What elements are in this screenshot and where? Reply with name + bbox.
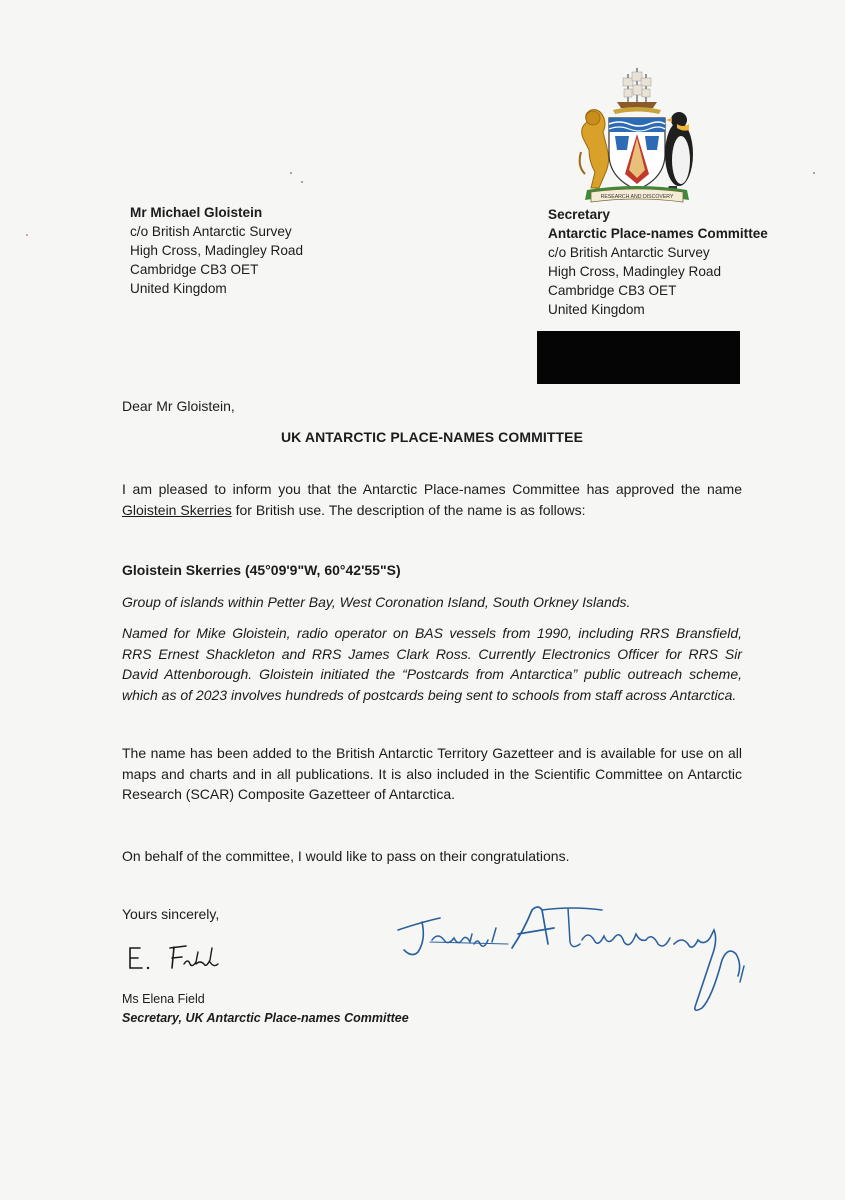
approved-place-name: Gloistein Skerries bbox=[122, 501, 232, 518]
scan-speck bbox=[301, 181, 303, 183]
sender-line: c/o British Antarctic Survey bbox=[548, 245, 710, 260]
sender-organisation: Antarctic Place-names Committee bbox=[548, 226, 768, 241]
recipient-address bbox=[130, 203, 303, 298]
coat-of-arms-crest bbox=[573, 62, 701, 210]
motto-scroll bbox=[585, 186, 689, 202]
recipient-line: c/o British Antarctic Survey bbox=[130, 224, 292, 239]
sender-title: Secretary bbox=[548, 207, 610, 222]
sender-line: High Cross, Madingley Road bbox=[548, 264, 722, 279]
scan-speck bbox=[290, 172, 292, 174]
signer-name: Ms Elena Field bbox=[122, 992, 205, 1006]
penguin-supporter bbox=[665, 112, 693, 190]
closing-line: Yours sincerely, bbox=[122, 906, 220, 922]
entry-citation: Named for Mike Gloistein, radio operator on BAS vessels from 1990, including RRS Bransfield, RRS Ernest Shackleton and RRS James Clark Ross. Currently Electronics Officer for RRS Sir David Attenborough. Gloistein initiated the “Postcards from Antarctica” public outreach scheme, which as of 2023 involves hundreds of postcards being sent to schools from staff across Antarctica. bbox=[122, 625, 742, 703]
entry-description: Group of islands within Petter Bay, West Coronation Island, South Orkney Islands. bbox=[122, 594, 631, 610]
signer-block bbox=[122, 990, 409, 1028]
sender-line: United Kingdom bbox=[548, 302, 645, 317]
gazetteer-entry-title: Gloistein Skerries (45°09'9"W, 60°42'55"S) bbox=[122, 562, 401, 578]
lion-supporter bbox=[580, 110, 609, 188]
intro-text-after: for British use. The description of the name is as follows: bbox=[231, 501, 586, 518]
scan-speck bbox=[26, 234, 28, 236]
intro-text-before: I am pleased to inform you that the Antarctic Place-names Committee has approved the name bbox=[122, 481, 742, 497]
recipient-line: United Kingdom bbox=[130, 281, 227, 296]
ship-crest-top bbox=[613, 68, 661, 114]
signature-david-attenborough bbox=[392, 900, 764, 1025]
intro-paragraph bbox=[122, 479, 742, 520]
congratulations-paragraph: On behalf of the committee, I would like to pass on their congratulations. bbox=[122, 848, 570, 864]
recipient-line: High Cross, Madingley Road bbox=[130, 243, 304, 258]
crest-motto: RESEARCH AND DISCOVERY bbox=[600, 194, 674, 200]
signature-elena-field bbox=[124, 938, 224, 976]
recipient-name: Mr Michael Gloistein bbox=[130, 205, 263, 220]
sender-address bbox=[548, 205, 768, 319]
scan-speck bbox=[813, 172, 815, 174]
heraldic-shield bbox=[609, 118, 665, 190]
salutation: Dear Mr Gloistein, bbox=[122, 398, 235, 414]
recipient-line: Cambridge CB3 OET bbox=[130, 262, 259, 277]
letter-heading: UK ANTARCTIC PLACE-NAMES COMMITTEE bbox=[280, 429, 584, 445]
gazetteer-paragraph: The name has been added to the British Antarctic Territory Gazetteer and is available for use on all maps and charts and in all publications. It is also included in the Scientific Committee on Antarctic Research (SCAR) Composite Gazetteer of Antarctica. bbox=[122, 745, 742, 802]
redaction-block bbox=[537, 331, 740, 384]
sender-line: Cambridge CB3 OET bbox=[548, 283, 677, 298]
signer-role: Secretary, UK Antarctic Place-names Committee bbox=[122, 1011, 409, 1025]
